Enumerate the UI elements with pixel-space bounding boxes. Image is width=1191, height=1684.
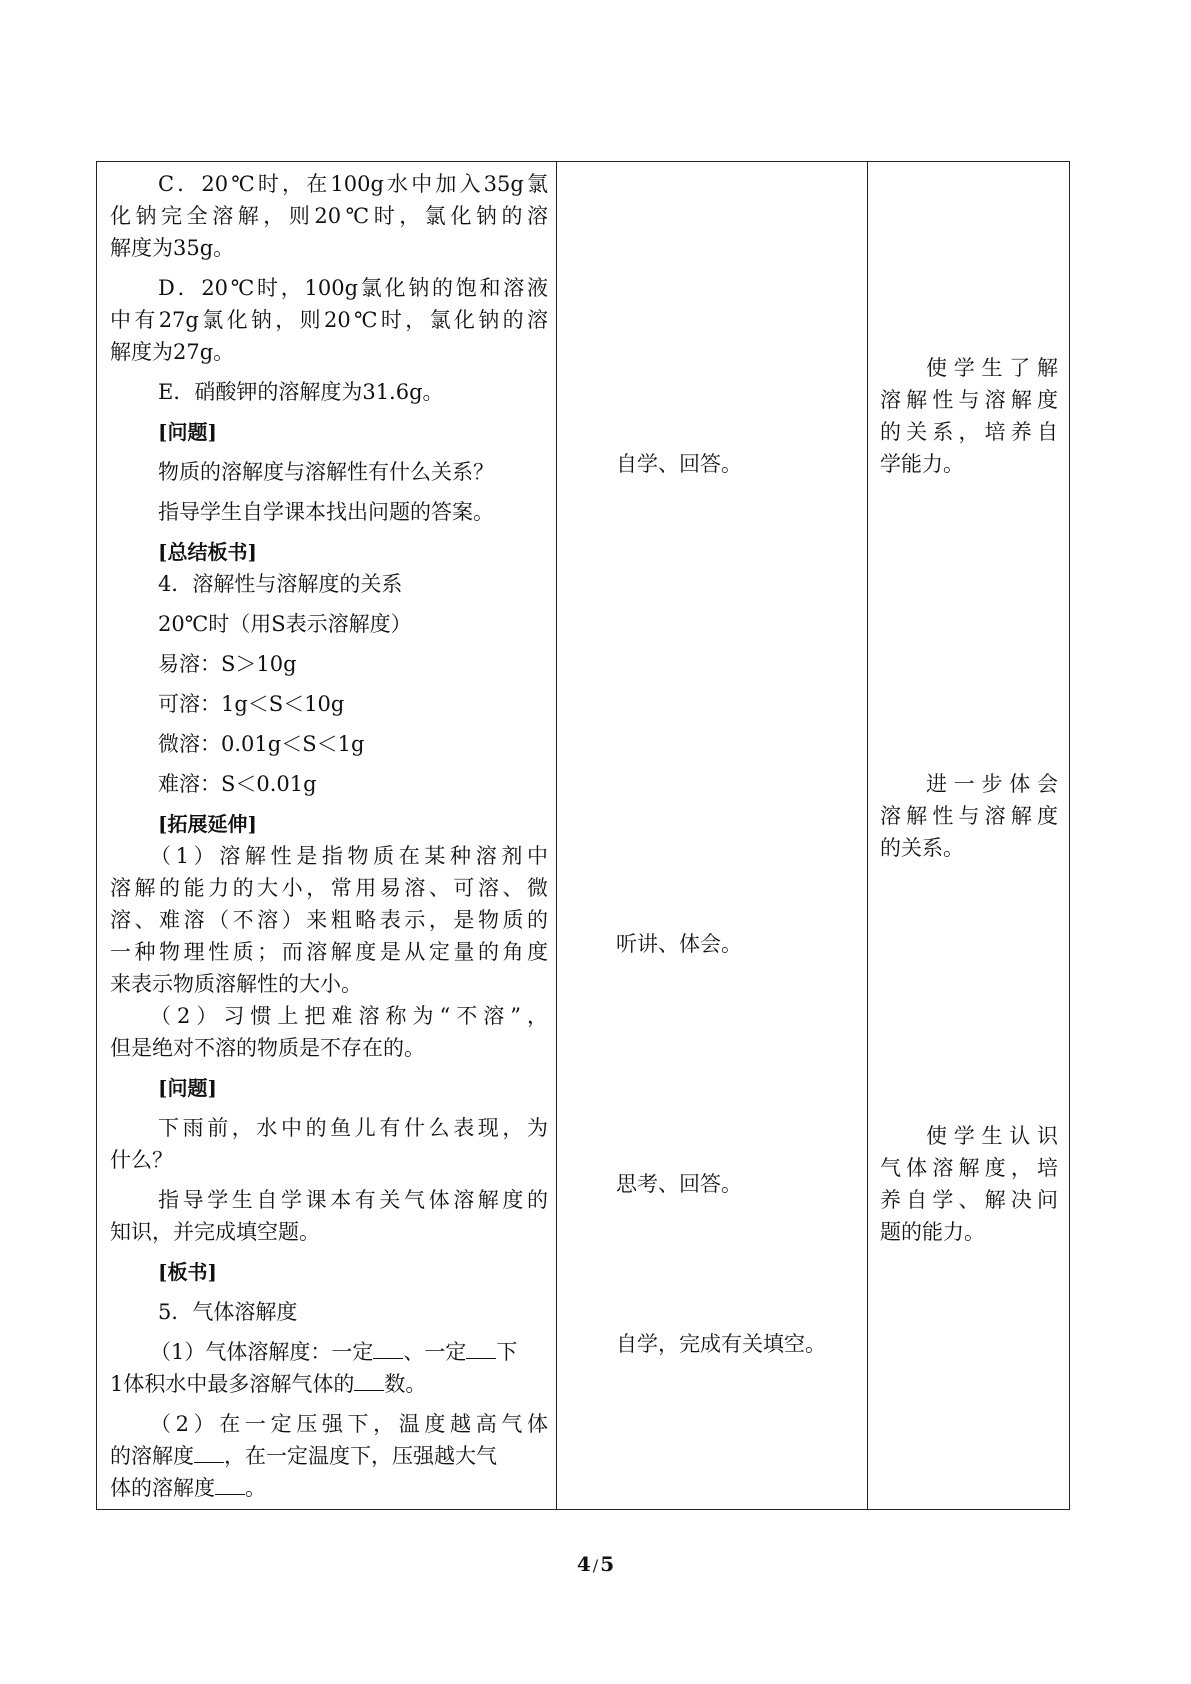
column-divider-2 <box>867 161 868 1510</box>
heading-question-2: [问题] <box>158 1076 217 1100</box>
gas-fill-2-line1: （2）在一定压强下，温度越高气体 <box>150 1412 548 1436</box>
option-c-line3: 解度为35g。 <box>110 236 235 260</box>
question-2-line2: 什么？ <box>110 1148 173 1172</box>
student-activity-4: 自学，完成有关填空。 <box>616 1332 826 1356</box>
gas-fill-2-line2: 的溶解度 ，在一定温度下，压强越大气 <box>110 1444 497 1468</box>
extend-1-line3: 溶、难溶（不溶）来粗略表示，是物质的 <box>110 908 548 932</box>
slightly-soluble: 微溶：0.01g＜S＜1g <box>158 732 365 756</box>
heading-question-1: [问题] <box>158 420 217 444</box>
question-2-guide-line2: 知识，并完成填空题。 <box>110 1220 320 1244</box>
soluble: 可溶：1g＜S＜10g <box>158 692 345 716</box>
extend-2-line2: 但是绝对不溶的物质是不存在的。 <box>110 1036 425 1060</box>
blank-4[interactable] <box>194 1442 224 1463</box>
extend-1-line1: （1）溶解性是指物质在某种溶剂中 <box>150 844 548 868</box>
blank-1[interactable] <box>373 1338 403 1359</box>
extend-1-line5: 来表示物质溶解性的大小。 <box>110 972 362 996</box>
option-c-line2: 化钠完全溶解，则20℃时，氯化钠的溶 <box>110 204 548 228</box>
extend-2-line1: （2）习惯上把难溶称为“不溶”， <box>150 1004 548 1028</box>
question-1: 物质的溶解度与溶解性有什么关系？ <box>158 460 494 484</box>
student-activity-3: 思考、回答。 <box>616 1172 742 1196</box>
option-d-line2: 中有27g氯化钠，则20℃时，氯化钠的溶 <box>110 308 548 332</box>
option-d-line1: D．20℃时，100g氯化钠的饱和溶液 <box>158 276 548 300</box>
question-1-guide: 指导学生自学课本找出问题的答案。 <box>158 500 494 524</box>
easy-soluble: 易溶：S＞10g <box>158 652 297 676</box>
design-intent-3: 使学生认识 气体溶解度，培 养自学、解决问 题的能力。 <box>880 1124 1058 1244</box>
blank-3[interactable] <box>354 1370 384 1391</box>
section-4-title: 4．溶解性与溶解度的关系 <box>158 572 403 596</box>
blank-2[interactable] <box>466 1338 496 1359</box>
extend-1-line2: 溶解的能力的大小，常用易溶、可溶、微 <box>110 876 548 900</box>
column-divider-1 <box>556 161 557 1510</box>
student-activity-2: 听讲、体会。 <box>616 932 742 956</box>
option-d-line3: 解度为27g。 <box>110 340 235 364</box>
heading-summary: [总结板书] <box>158 540 257 564</box>
heading-board: [板书] <box>158 1260 217 1284</box>
extend-1-line4: 一种物理性质；而溶解度是从定量的角度 <box>110 940 548 964</box>
gas-fill-1-line1: （1）气体溶解度：一定 、一定 下 <box>150 1340 518 1364</box>
page-number: 4 / 5 <box>576 1552 615 1576</box>
blank-5[interactable] <box>215 1474 245 1495</box>
section-4-note: 20℃时（用S表示溶解度） <box>158 612 412 636</box>
question-2-line1: 下雨前，水中的鱼儿有什么表现，为 <box>158 1116 548 1140</box>
section-5-title: 5．气体溶解度 <box>158 1300 298 1324</box>
heading-extend: [拓展延伸] <box>158 812 257 836</box>
gas-fill-2-line3: 体的溶解度 。 <box>110 1476 266 1500</box>
gas-fill-1-line2: 1体积水中最多溶解气体的 数。 <box>110 1372 427 1396</box>
design-intent-1: 使学生了解 溶解性与溶解度 的关系，培养自 学能力。 <box>880 356 1058 476</box>
option-c-line1: C．20℃时，在100g水中加入35g氯 <box>158 172 548 196</box>
insoluble: 难溶：S＜0.01g <box>158 772 317 796</box>
question-2-guide-line1: 指导学生自学课本有关气体溶解度的 <box>158 1188 548 1212</box>
design-intent-2: 进一步体会 溶解性与溶解度 的关系。 <box>880 772 1058 860</box>
option-e: E．硝酸钾的溶解度为31.6g。 <box>158 380 444 404</box>
student-activity-1: 自学、回答。 <box>616 452 742 476</box>
